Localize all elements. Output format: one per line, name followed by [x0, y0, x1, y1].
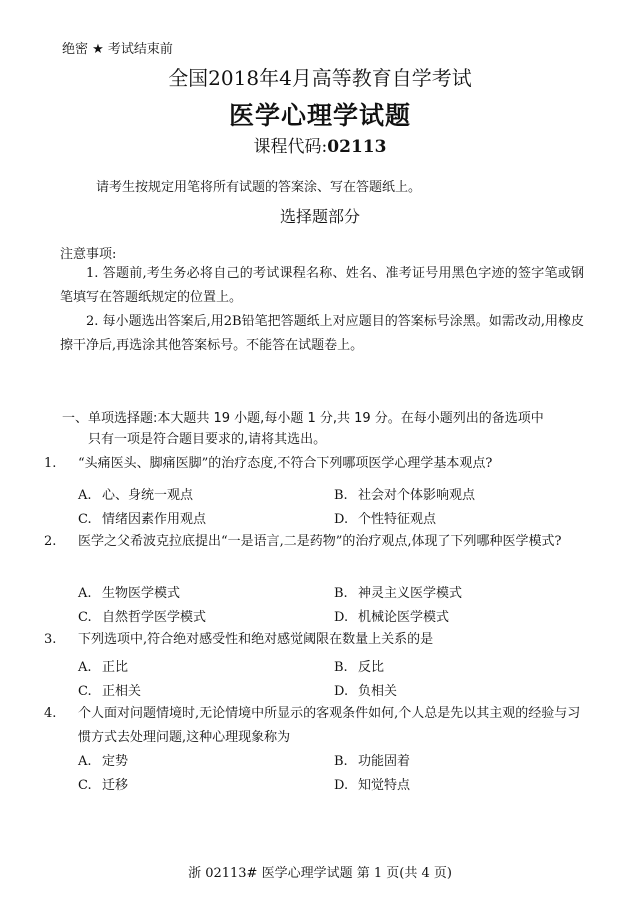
- option-d: D. 负相关: [334, 684, 398, 699]
- exam-title: 全国2018年4月高等教育自学考试: [168, 66, 472, 90]
- section-heading: [62, 408, 592, 450]
- confidential-label: 绝密 ★ 考试结束前: [62, 42, 173, 57]
- option-a: A. 正比: [78, 660, 129, 675]
- option-d: D. 机械论医学模式: [334, 610, 450, 625]
- option-b: B. 神灵主义医学模式: [334, 586, 463, 601]
- section-heading-line: 一、单项选择题:本大题共 19 小题,每小题 1 分,共 19 分。在每小题列出的备选项中: [62, 411, 544, 426]
- question-number: 4.: [44, 706, 57, 721]
- course-code-label: 课程代码:: [253, 137, 328, 157]
- option-b: B. 功能固着: [334, 754, 411, 769]
- subject-title: 医学心理学试题: [228, 101, 411, 130]
- section-heading-line: 只有一项是符合题目要求的,请将其选出。: [88, 432, 327, 447]
- course-code-line: [0, 132, 640, 157]
- option-b: B. 反比: [334, 660, 385, 675]
- part-title: 选择题部分: [279, 207, 360, 226]
- question-text: 个人面对问题情境时,无论情境中所显示的客观条件如何,个人总是先以其主观的经验与习惯方式去处理问题,这种心理现象称为: [78, 706, 581, 745]
- note-item: 2. 每小题选出答案后,用2B铅笔把答题纸上对应题目的答案标号涂黑。如需改动,用橡皮擦干净后,再选涂其他答案标号。不能答在试题卷上。: [60, 314, 584, 353]
- question-text: “头痛医头、脚痛医脚”的治疗态度,不符合下列哪项医学心理学基本观点?: [78, 456, 493, 471]
- option-d: D. 知觉特点: [334, 778, 411, 793]
- question-text: 医学之父希波克拉底提出“一是语言,二是药物”的治疗观点,体现了下列哪种医学模式?: [78, 534, 562, 549]
- option-c: C. 正相关: [78, 684, 142, 699]
- option-a: A. 心、身统一观点: [78, 488, 194, 503]
- question-text: 下列选项中,符合绝对感受性和绝对感觉阈限在数量上关系的是: [78, 632, 434, 647]
- option-c: C. 情绪因素作用观点: [78, 512, 207, 527]
- option-a: A. 定势: [78, 754, 129, 769]
- option-b: B. 社会对个体影响观点: [334, 488, 476, 503]
- instruction-text: 请考生按规定用笔将所有试题的答案涂、写在答题纸上。: [96, 180, 422, 195]
- option-c: C. 自然哲学医学模式: [78, 610, 207, 625]
- option-d: D. 个性特征观点: [334, 512, 437, 527]
- page-footer: 浙 02113# 医学心理学试题 第 1 页(共 4 页): [188, 866, 452, 881]
- question-number: 1.: [44, 456, 57, 471]
- note-item: 1. 答题前,考生务必将自己的考试课程名称、姓名、准考证号用黑色字迹的签字笔或钢笔填写在答题纸规定的位置上。: [60, 266, 584, 305]
- option-a: A. 生物医学模式: [78, 586, 181, 601]
- course-code: 02113: [327, 137, 387, 157]
- option-c: C. 迁移: [78, 778, 129, 793]
- question-number: 2.: [44, 534, 57, 549]
- question-number: 3.: [44, 632, 57, 647]
- notes-title: 注意事项:: [60, 247, 117, 262]
